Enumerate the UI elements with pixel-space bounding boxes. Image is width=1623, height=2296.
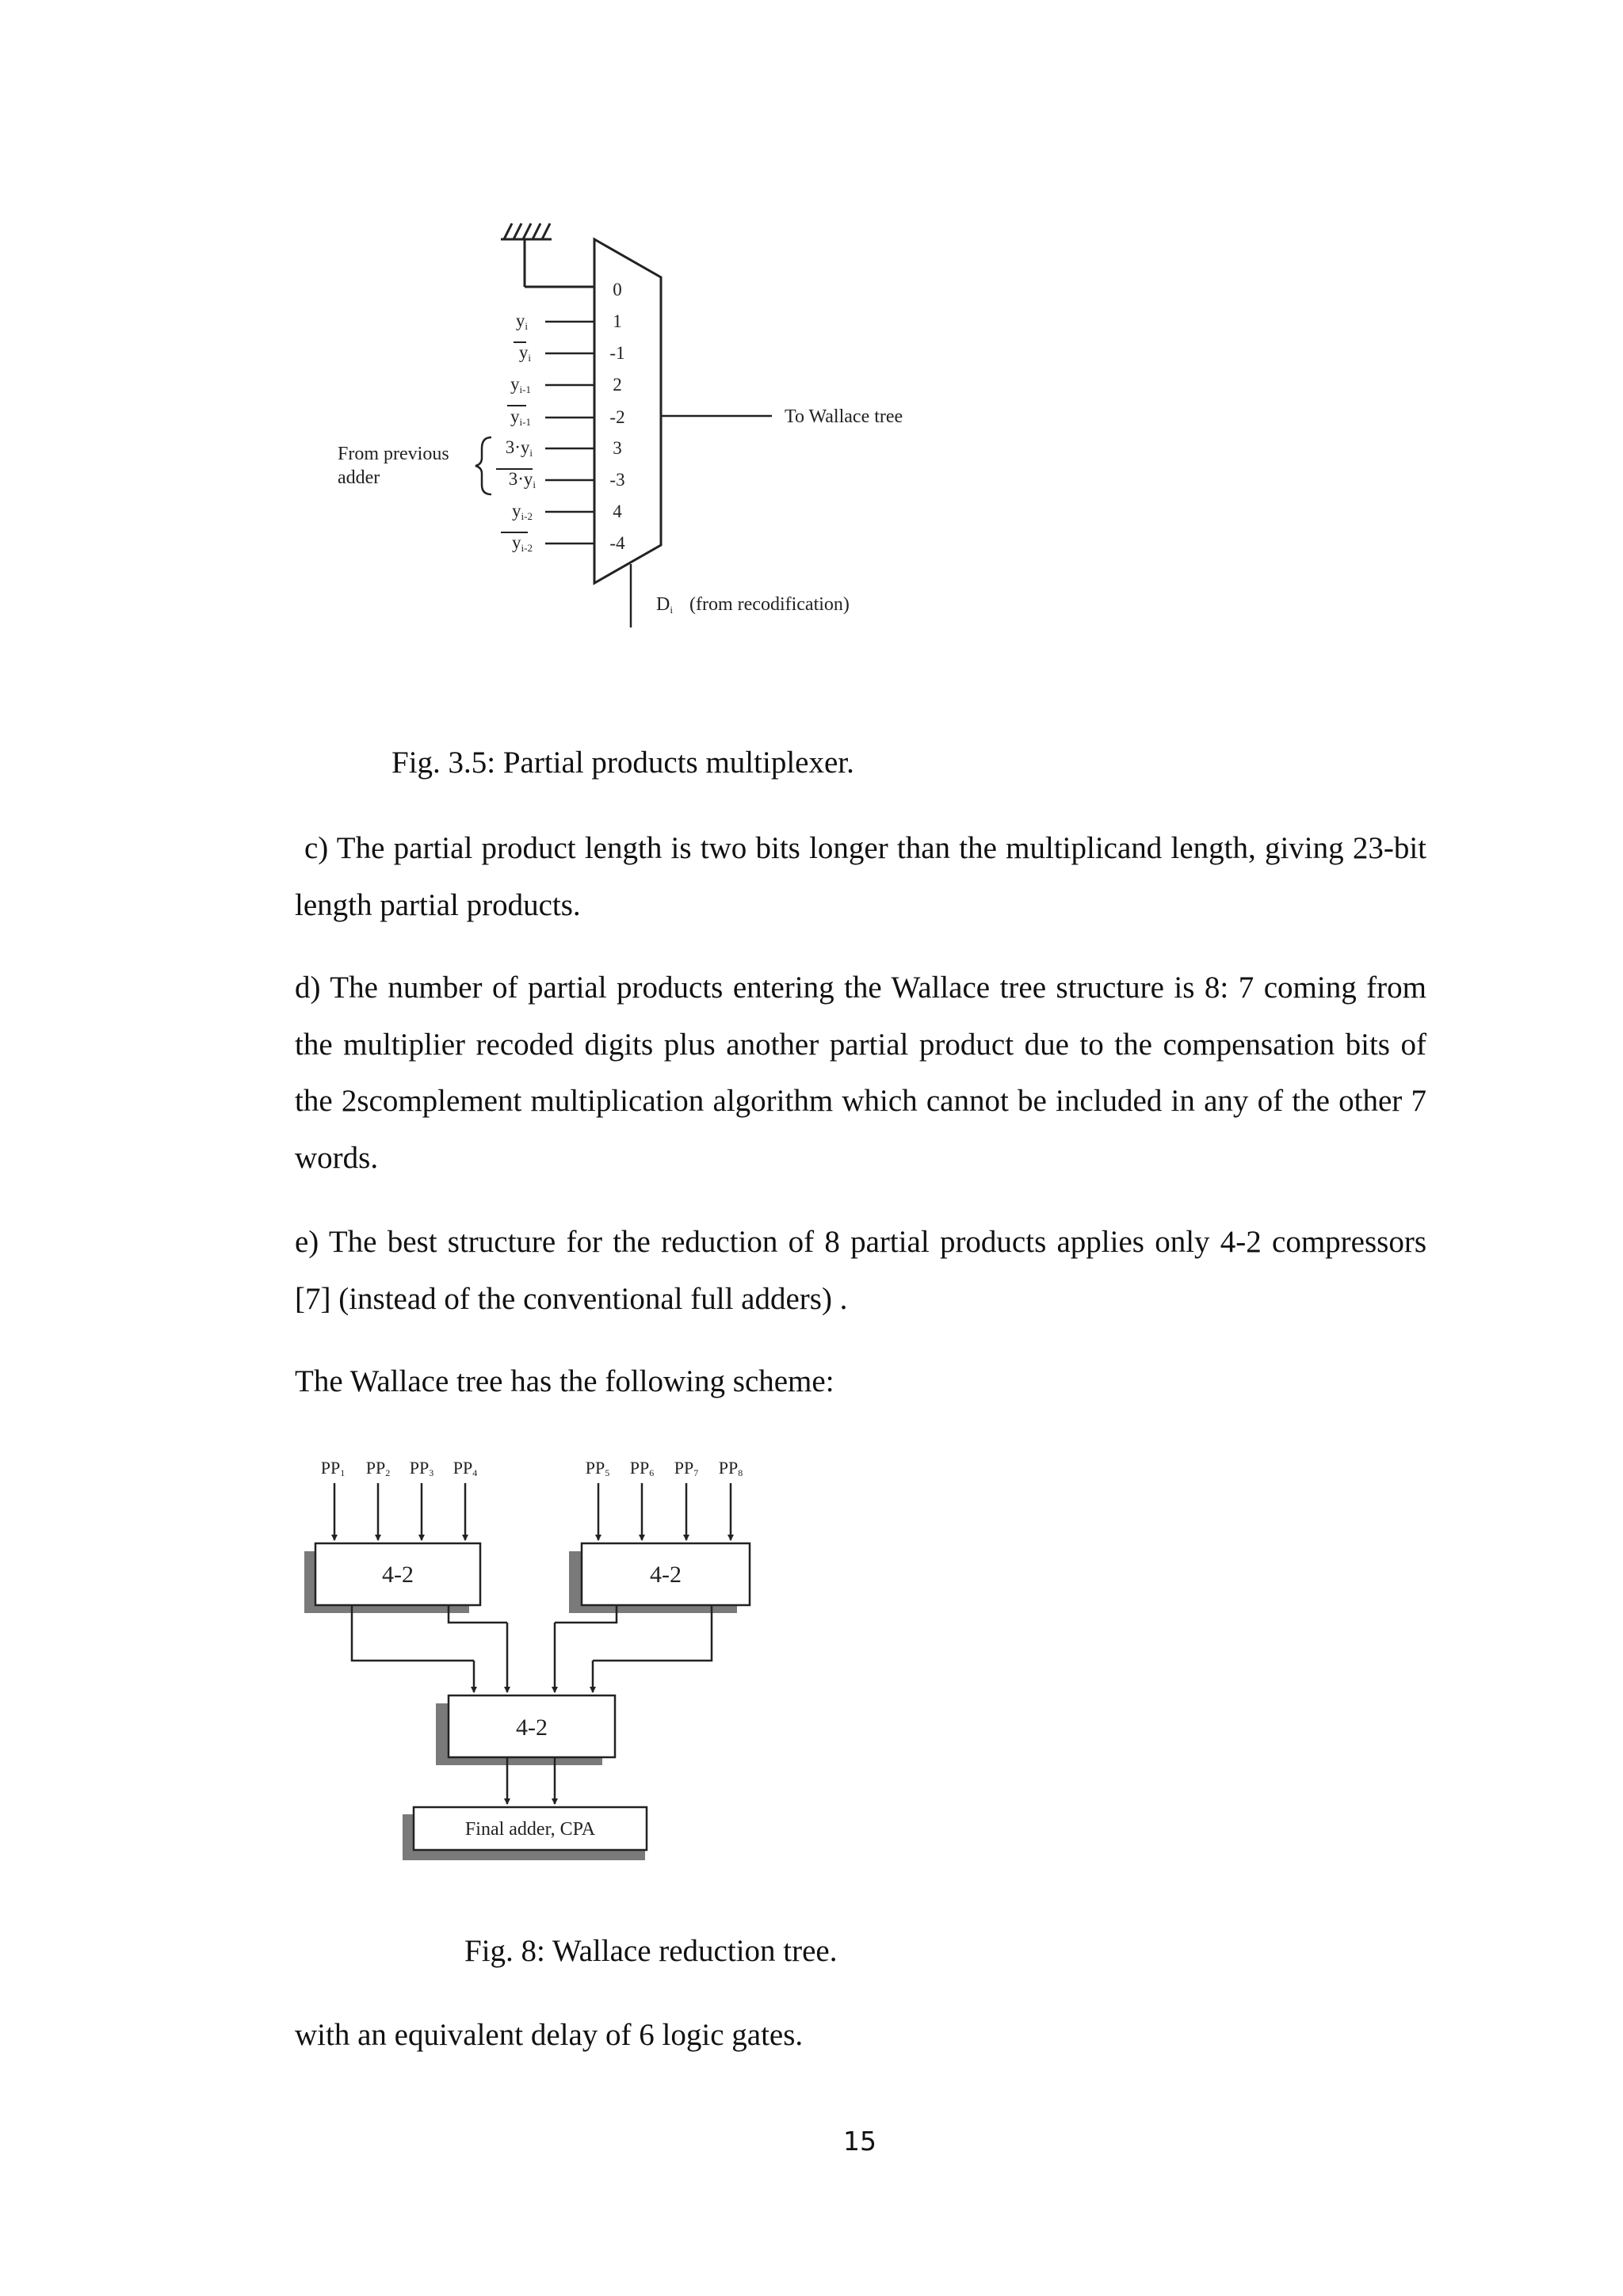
signal-label: 3·yi xyxy=(508,469,536,490)
pp-label: PP5 xyxy=(585,1458,610,1478)
pp-label: PP2 xyxy=(365,1458,391,1478)
signal-label: yi xyxy=(518,342,531,364)
mux-input-label: 3 xyxy=(613,438,622,458)
mux-input-label: 4 xyxy=(613,502,622,521)
mux-input-label: 1 xyxy=(613,311,622,331)
mux-input-label: -2 xyxy=(609,407,625,427)
compressor-label: 4-2 xyxy=(650,1562,682,1588)
pp-label: PP4 xyxy=(453,1458,478,1478)
output-label: To Wallace tree xyxy=(785,406,903,427)
compressor-label: 4-2 xyxy=(516,1714,548,1741)
final-adder-label: Final adder, CPA xyxy=(464,1819,596,1840)
closing-paragraph: with an equivalent delay of 6 logic gates. xyxy=(295,2018,804,2052)
paragraph-intro: The Wallace tree has the following scheme: xyxy=(295,1364,834,1398)
pp-label: PP6 xyxy=(629,1458,655,1478)
curly-brace xyxy=(475,437,491,494)
mux-figure xyxy=(317,198,1030,642)
ground-symbol xyxy=(501,223,594,287)
tree-connections xyxy=(352,1605,712,1661)
mux-input-label: 0 xyxy=(613,280,622,299)
pp-label: PP3 xyxy=(409,1458,434,1478)
paragraph-e: e) The best structure for the reduction of 8 partial products applies only 4-2 compressors [7] (instead of the conventional full adders) . xyxy=(295,1225,1426,1316)
mux-input-label: -4 xyxy=(609,533,625,553)
side-label-line: adder xyxy=(338,467,380,488)
mux-input-wires xyxy=(545,322,594,543)
wallace-tree-figure xyxy=(293,1442,785,1870)
select-label: Di xyxy=(656,594,673,616)
side-label-line: From previous xyxy=(338,444,449,464)
pp-label: PP7 xyxy=(674,1458,699,1478)
mux-input-label: 2 xyxy=(613,375,622,395)
multiplexer-body xyxy=(594,239,661,583)
compressor-label: 4-2 xyxy=(382,1562,414,1588)
compressor-boxes xyxy=(315,1543,750,1850)
figure-caption: Fig. 3.5: Partial products multiplexer. xyxy=(391,746,854,780)
signal-label: yi xyxy=(515,311,528,332)
pp-label: PP1 xyxy=(320,1458,346,1478)
pp-arrows xyxy=(334,1483,731,1540)
signal-label: yi-2 xyxy=(512,501,533,522)
pp-label: PP8 xyxy=(718,1458,743,1478)
signal-label: yi-1 xyxy=(510,406,531,428)
signal-label: yi-2 xyxy=(512,532,533,554)
signal-label: yi-1 xyxy=(510,374,531,395)
side-label xyxy=(338,444,449,488)
select-note: (from recodification) xyxy=(689,594,850,615)
mux-input-label: -1 xyxy=(609,343,625,363)
figure-caption: Fig. 8: Wallace reduction tree. xyxy=(464,1934,838,1968)
page-number: 15 xyxy=(843,2126,876,2157)
mux-input-label: -3 xyxy=(609,470,625,490)
paragraph-c: c) The partial product length is two bits longer than the multiplicand length, giving 23-bit length partial products. xyxy=(295,831,1426,922)
signal-label: 3·yi xyxy=(505,437,533,459)
paragraph-d: d) The number of partial products entering the Wallace tree structure is 8: 7 coming from the multiplier recoded digits plus another partial product due to the compensation bits of the 2scomplement multiplication algorithm which cannot be included in any of the other 7 words. xyxy=(295,971,1426,1175)
pp-labels xyxy=(321,1458,743,1478)
mux-signal-labels xyxy=(506,311,537,554)
